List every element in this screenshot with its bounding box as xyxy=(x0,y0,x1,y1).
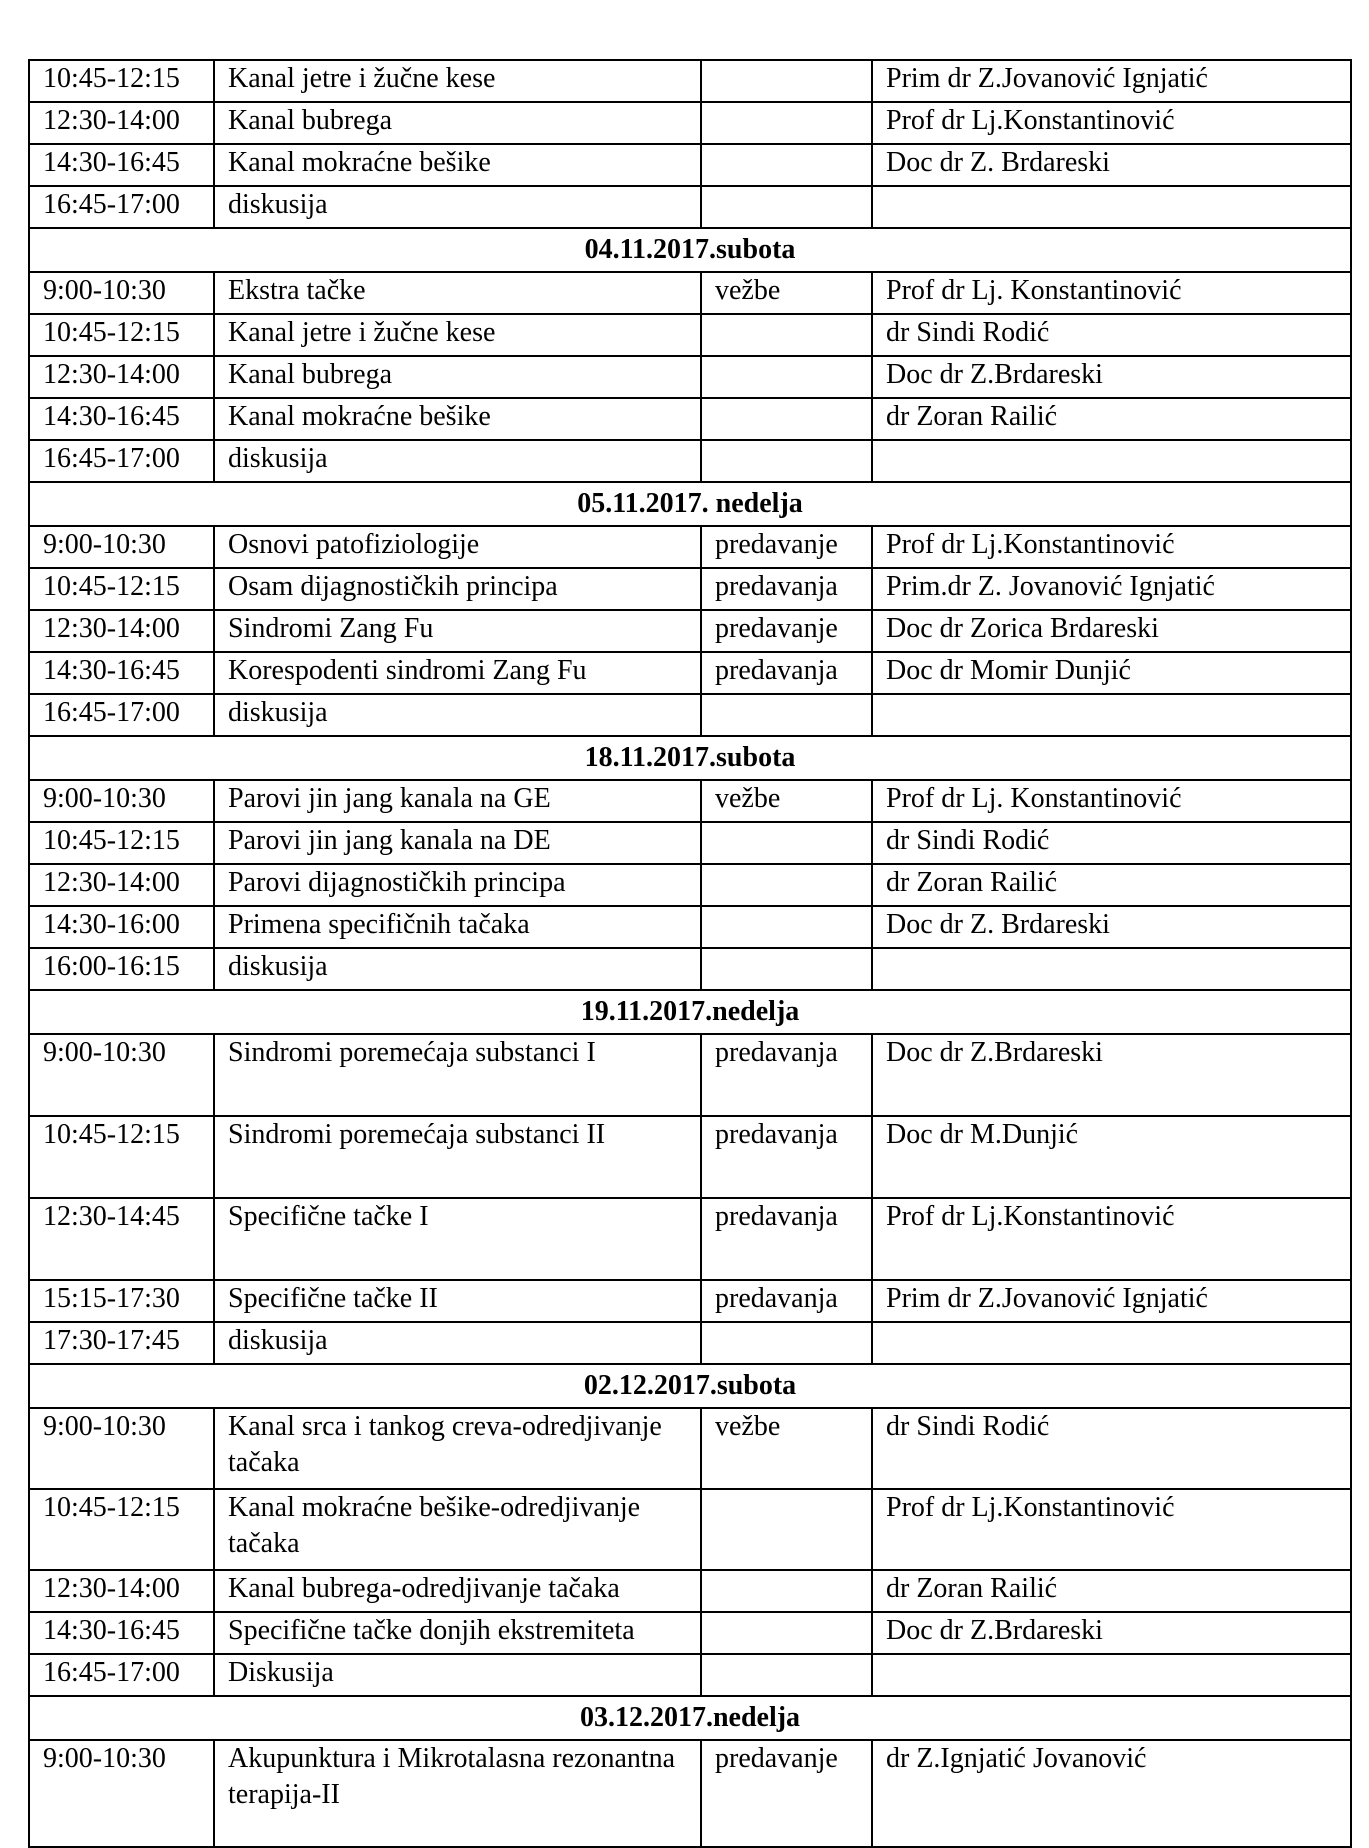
session-time: 9:00-10:30 xyxy=(29,1034,214,1116)
session-type xyxy=(701,398,872,440)
session-row xyxy=(29,60,1351,102)
session-type xyxy=(701,1654,872,1696)
session-lecturer xyxy=(872,1322,1351,1364)
date-heading: 05.11.2017. nedelja xyxy=(29,482,1351,526)
date-header-row xyxy=(29,1696,1351,1740)
session-lecturer: Prof dr Lj.Konstantinović xyxy=(872,526,1351,568)
session-time: 14:30-16:45 xyxy=(29,652,214,694)
session-type: predavanja xyxy=(701,1280,872,1322)
session-time: 14:30-16:00 xyxy=(29,906,214,948)
session-row xyxy=(29,1489,1351,1570)
session-row xyxy=(29,1280,1351,1322)
schedule-page xyxy=(28,59,1350,1848)
date-heading: 19.11.2017.nedelja xyxy=(29,990,1351,1034)
session-lecturer: dr Zoran Railić xyxy=(872,864,1351,906)
session-topic: Ekstra tačke xyxy=(214,272,701,314)
session-type: vežbe xyxy=(701,780,872,822)
session-row xyxy=(29,1570,1351,1612)
date-header-row xyxy=(29,990,1351,1034)
date-header-row xyxy=(29,228,1351,272)
session-lecturer: Prof dr Lj.Konstantinović xyxy=(872,1198,1351,1280)
session-time: 16:45-17:00 xyxy=(29,186,214,228)
session-topic: Specifične tačke I xyxy=(214,1198,701,1280)
session-type xyxy=(701,1322,872,1364)
session-time: 9:00-10:30 xyxy=(29,780,214,822)
session-time: 12:30-14:45 xyxy=(29,1198,214,1280)
session-lecturer: dr Sindi Rodić xyxy=(872,1408,1351,1489)
session-time: 10:45-12:15 xyxy=(29,314,214,356)
session-type xyxy=(701,356,872,398)
session-lecturer: Prim dr Z.Jovanović Ignjatić xyxy=(872,60,1351,102)
session-row xyxy=(29,186,1351,228)
session-time: 10:45-12:15 xyxy=(29,822,214,864)
session-time: 15:15-17:30 xyxy=(29,1280,214,1322)
session-lecturer: Doc dr Momir Dunjić xyxy=(872,652,1351,694)
session-row xyxy=(29,356,1351,398)
date-heading: 03.12.2017.nedelja xyxy=(29,1696,1351,1740)
session-topic: Kanal bubrega-odredjivanje tačaka xyxy=(214,1570,701,1612)
session-row xyxy=(29,906,1351,948)
session-topic: Parovi jin jang kanala na DE xyxy=(214,822,701,864)
session-lecturer: dr Sindi Rodić xyxy=(872,822,1351,864)
session-topic: diskusija xyxy=(214,440,701,482)
session-type xyxy=(701,144,872,186)
date-heading: 04.11.2017.subota xyxy=(29,228,1351,272)
session-topic: Sindromi poremećaja substanci I xyxy=(214,1034,701,1116)
session-topic: Kanal mokraćne bešike-odredjivanje tačaka xyxy=(214,1489,701,1570)
date-header-row xyxy=(29,482,1351,526)
session-type xyxy=(701,822,872,864)
session-lecturer: Doc dr M.Dunjić xyxy=(872,1116,1351,1198)
session-type: predavanja xyxy=(701,568,872,610)
session-lecturer: Prof dr Lj.Konstantinović xyxy=(872,1489,1351,1570)
schedule-table xyxy=(28,59,1352,1848)
session-topic: Osnovi patofiziologije xyxy=(214,526,701,568)
session-time: 16:45-17:00 xyxy=(29,440,214,482)
session-type xyxy=(701,440,872,482)
session-type xyxy=(701,1489,872,1570)
session-type: vežbe xyxy=(701,1408,872,1489)
session-lecturer: dr Zoran Railić xyxy=(872,1570,1351,1612)
session-topic: Sindromi Zang Fu xyxy=(214,610,701,652)
session-lecturer: Prof dr Lj. Konstantinović xyxy=(872,780,1351,822)
session-row xyxy=(29,440,1351,482)
session-lecturer: Prof dr Lj.Konstantinović xyxy=(872,102,1351,144)
session-row xyxy=(29,610,1351,652)
session-topic: diskusija xyxy=(214,948,701,990)
session-lecturer xyxy=(872,694,1351,736)
date-heading: 02.12.2017.subota xyxy=(29,1364,1351,1408)
session-row xyxy=(29,780,1351,822)
session-type: predavanje xyxy=(701,610,872,652)
session-row xyxy=(29,1198,1351,1280)
session-time: 9:00-10:30 xyxy=(29,1740,214,1847)
session-row xyxy=(29,1322,1351,1364)
session-type: predavanja xyxy=(701,1116,872,1198)
session-type xyxy=(701,60,872,102)
session-topic: Osam dijagnostičkih principa xyxy=(214,568,701,610)
session-row xyxy=(29,102,1351,144)
session-lecturer xyxy=(872,440,1351,482)
session-row xyxy=(29,398,1351,440)
session-time: 14:30-16:45 xyxy=(29,144,214,186)
session-lecturer xyxy=(872,186,1351,228)
session-time: 12:30-14:00 xyxy=(29,102,214,144)
session-row xyxy=(29,1612,1351,1654)
session-topic: Kanal mokraćne bešike xyxy=(214,144,701,186)
session-topic: Specifične tačke donjih ekstremiteta xyxy=(214,1612,701,1654)
session-type xyxy=(701,864,872,906)
session-time: 12:30-14:00 xyxy=(29,1570,214,1612)
session-topic: Diskusija xyxy=(214,1654,701,1696)
session-type xyxy=(701,1570,872,1612)
session-row xyxy=(29,1034,1351,1116)
session-type xyxy=(701,1612,872,1654)
session-topic: Kanal jetre i žučne kese xyxy=(214,314,701,356)
session-row xyxy=(29,568,1351,610)
session-time: 10:45-12:15 xyxy=(29,568,214,610)
session-topic: diskusija xyxy=(214,186,701,228)
session-lecturer: Prim.dr Z. Jovanović Ignjatić xyxy=(872,568,1351,610)
session-row xyxy=(29,526,1351,568)
session-time: 10:45-12:15 xyxy=(29,1489,214,1570)
session-row xyxy=(29,1740,1351,1847)
session-time: 10:45-12:15 xyxy=(29,60,214,102)
date-header-row xyxy=(29,1364,1351,1408)
session-topic: Kanal jetre i žučne kese xyxy=(214,60,701,102)
session-lecturer: Doc dr Zorica Brdareski xyxy=(872,610,1351,652)
session-type xyxy=(701,694,872,736)
session-time: 12:30-14:00 xyxy=(29,864,214,906)
session-time: 12:30-14:00 xyxy=(29,610,214,652)
session-type xyxy=(701,186,872,228)
session-row xyxy=(29,694,1351,736)
session-topic: Sindromi poremećaja substanci II xyxy=(214,1116,701,1198)
session-topic: Kanal bubrega xyxy=(214,356,701,398)
session-topic: Parovi jin jang kanala na GE xyxy=(214,780,701,822)
schedule-body xyxy=(29,60,1351,1847)
session-time: 9:00-10:30 xyxy=(29,526,214,568)
session-topic: Korespodenti sindromi Zang Fu xyxy=(214,652,701,694)
session-lecturer: Prim dr Z.Jovanović Ignjatić xyxy=(872,1280,1351,1322)
session-time: 9:00-10:30 xyxy=(29,272,214,314)
session-lecturer: dr Z.Ignjatić Jovanović xyxy=(872,1740,1351,1847)
session-row xyxy=(29,652,1351,694)
session-row xyxy=(29,144,1351,186)
session-type: predavanja xyxy=(701,1198,872,1280)
session-lecturer: Doc dr Z.Brdareski xyxy=(872,1612,1351,1654)
session-time: 10:45-12:15 xyxy=(29,1116,214,1198)
session-topic: Parovi dijagnostičkih principa xyxy=(214,864,701,906)
session-lecturer xyxy=(872,1654,1351,1696)
session-time: 9:00-10:30 xyxy=(29,1408,214,1489)
session-lecturer: Doc dr Z. Brdareski xyxy=(872,144,1351,186)
session-topic: Primena specifičnih tačaka xyxy=(214,906,701,948)
session-row xyxy=(29,1116,1351,1198)
session-time: 12:30-14:00 xyxy=(29,356,214,398)
session-lecturer: Doc dr Z.Brdareski xyxy=(872,1034,1351,1116)
session-topic: diskusija xyxy=(214,1322,701,1364)
session-topic: Kanal bubrega xyxy=(214,102,701,144)
session-time: 17:30-17:45 xyxy=(29,1322,214,1364)
session-lecturer: Doc dr Z.Brdareski xyxy=(872,356,1351,398)
session-lecturer xyxy=(872,948,1351,990)
session-time: 14:30-16:45 xyxy=(29,1612,214,1654)
date-heading: 18.11.2017.subota xyxy=(29,736,1351,780)
session-type xyxy=(701,102,872,144)
session-lecturer: Doc dr Z. Brdareski xyxy=(872,906,1351,948)
session-topic: diskusija xyxy=(214,694,701,736)
session-type xyxy=(701,948,872,990)
session-lecturer: dr Sindi Rodić xyxy=(872,314,1351,356)
session-type xyxy=(701,906,872,948)
session-topic: Kanal srca i tankog creva-odredjivanje tačaka xyxy=(214,1408,701,1489)
session-row xyxy=(29,822,1351,864)
session-type: predavanje xyxy=(701,526,872,568)
session-lecturer: dr Zoran Railić xyxy=(872,398,1351,440)
date-header-row xyxy=(29,736,1351,780)
session-topic: Akupunktura i Mikrotalasna rezonantna terapija-II xyxy=(214,1740,701,1847)
session-time: 14:30-16:45 xyxy=(29,398,214,440)
session-type: predavanja xyxy=(701,1034,872,1116)
session-type xyxy=(701,314,872,356)
session-row xyxy=(29,1654,1351,1696)
session-time: 16:00-16:15 xyxy=(29,948,214,990)
session-topic: Kanal mokraćne bešike xyxy=(214,398,701,440)
session-row xyxy=(29,864,1351,906)
session-row xyxy=(29,272,1351,314)
session-time: 16:45-17:00 xyxy=(29,1654,214,1696)
session-type: vežbe xyxy=(701,272,872,314)
session-type: predavanje xyxy=(701,1740,872,1847)
session-type: predavanja xyxy=(701,652,872,694)
session-topic: Specifične tačke II xyxy=(214,1280,701,1322)
session-lecturer: Prof dr Lj. Konstantinović xyxy=(872,272,1351,314)
session-row xyxy=(29,1408,1351,1489)
session-row xyxy=(29,948,1351,990)
session-time: 16:45-17:00 xyxy=(29,694,214,736)
session-row xyxy=(29,314,1351,356)
